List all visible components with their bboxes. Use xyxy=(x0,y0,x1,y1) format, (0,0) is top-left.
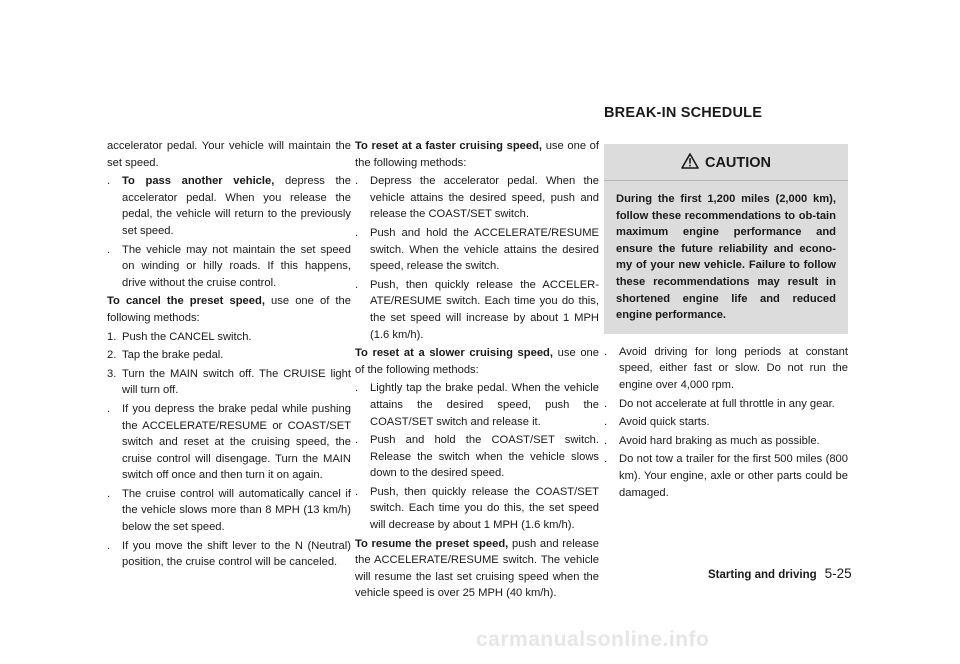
step-item xyxy=(107,347,351,364)
step-text: Turn the MAIN switch off. The CRUISE light will turn off. xyxy=(122,367,351,397)
bullet-text: The cruise control will automatically cancel if the vehicle slows more than 8 MPH (13 km/h) below the set speed. xyxy=(122,487,351,534)
bullet-mark: . xyxy=(107,539,111,552)
slower-text: use one of the following methods: xyxy=(355,347,599,376)
bullet-item xyxy=(604,396,848,413)
column-2 xyxy=(355,138,599,602)
bullet-text: Push, then quickly release the COAST/SET switch. Each time you do this, the set speed will decrease by about 1 MPH (1.6 km/h). xyxy=(370,485,599,532)
resume-paragraph xyxy=(355,536,599,602)
bullet-item xyxy=(604,451,848,501)
footer-section-name: Starting and driving xyxy=(708,569,817,581)
resume-lead: To resume the preset speed, xyxy=(355,537,509,550)
bullet-item xyxy=(107,538,351,571)
column-3 xyxy=(604,104,848,503)
page-number: 5-25 xyxy=(824,566,852,581)
bullet-item xyxy=(355,173,599,223)
bullet-text: Avoid quick starts. xyxy=(619,416,710,429)
section-title: BREAK-IN SCHEDULE xyxy=(604,105,763,121)
bullet-item xyxy=(355,484,599,534)
bullet-text: Push, then quickly release the ACCELER-ATE/RESUME switch. Each time you do this, the set speed will increase by about 1 MPH (1.6 km/h). xyxy=(370,278,599,341)
bullet-item xyxy=(604,344,848,394)
bullet-item xyxy=(604,433,848,450)
pass-text: depress the accelerator pedal. When you release the pedal, the vehicle will return to the previously set speed. xyxy=(122,175,352,237)
slower-lead: To reset at a slower cruising speed, xyxy=(355,347,553,360)
bullet-text: Do not tow a trailer for the first 500 miles (800 km). Your engine, axle or other parts could be damaged. xyxy=(619,453,848,499)
bullet-mark: . xyxy=(355,278,359,291)
bullet-item xyxy=(107,401,351,484)
bullet-pass xyxy=(107,173,351,239)
faster-text: use one of the following methods: xyxy=(355,140,600,169)
step-number: 2. xyxy=(107,349,117,362)
bullet-item xyxy=(107,486,351,536)
bullet-text: If you move the shift lever to the N (Neutral) position, the cruise control will be canceled. xyxy=(122,539,351,569)
bullet-mark: . xyxy=(604,397,608,410)
watermark: carmanualsonline.info xyxy=(476,628,710,651)
bullet-item xyxy=(355,432,599,482)
column-1 xyxy=(107,138,351,573)
hills-text: The vehicle may not maintain the set speed on winding or hilly roads. If this happens, drive without the cruise control. xyxy=(122,243,351,289)
bullet-text: Do not accelerate at full throttle in any gear. xyxy=(619,397,835,410)
cancel-text: use one of the following methods: xyxy=(107,295,351,324)
bullet-text: Lightly tap the brake pedal. When the vehicle attains the desired speed, push the COAST/SET switch and release it. xyxy=(370,382,599,428)
bullet-mark: . xyxy=(107,487,111,500)
caution-text: During the first 1,200 miles (2,000 km), follow these recommendations to ob-tain maximum engine performance and ensure the future reliability and econo-my of your new vehicle. Failure to follow these recommendations may result in shortened engine life and reduced engine performance. xyxy=(616,193,836,322)
bullet-mark: . xyxy=(107,402,111,415)
bullet-text: Avoid driving for long periods at constant speed, either fast or slow. Do not run the engine over 4,000 rpm. xyxy=(619,345,848,391)
step-item xyxy=(107,366,351,399)
bullet-item xyxy=(355,380,599,430)
caution-header xyxy=(604,150,848,181)
bullet-text: Avoid hard braking as much as possible. xyxy=(619,434,820,447)
slower-paragraph xyxy=(355,345,599,378)
intro-paragraph: accelerator pedal. Your vehicle will maintain the set speed. xyxy=(107,140,351,169)
bullet-mark: . xyxy=(604,434,608,447)
pass-lead: To pass another vehicle, xyxy=(122,175,275,188)
step-number: 3. xyxy=(107,367,117,380)
caution-title: CAUTION xyxy=(704,154,772,171)
bullet-mark: . xyxy=(355,434,359,447)
bullet-text: Depress the accelerator pedal. When the vehicle attains the desired speed, push and release the COAST/SET switch. xyxy=(370,175,599,221)
bullet-text: If you depress the brake pedal while pushing the ACCELERATE/RESUME or COAST/SET switch and reset at the cruising speed, the cruise control will disengage. Turn the MAIN switch off once and then turn it on again. xyxy=(122,402,351,482)
bullet-item xyxy=(355,277,599,343)
faster-lead: To reset at a faster cruising speed, xyxy=(355,140,543,152)
bullet-mark: . xyxy=(604,453,608,466)
step-number: 1. xyxy=(107,330,117,343)
bullet-item xyxy=(604,414,848,431)
bullet-item xyxy=(355,225,599,275)
bullet-hills xyxy=(107,242,351,292)
page-footer xyxy=(708,566,852,581)
warning-triangle-icon xyxy=(681,153,699,174)
bullet-mark: . xyxy=(604,345,608,358)
bullet-mark: . xyxy=(355,175,359,188)
bullet-mark: . xyxy=(355,382,359,395)
resume-text: push and release the ACCELERATE/RESUME switch. The vehicle will resume the last set cruising speed when the vehicle speed is over 25 MPH (40 km/h). xyxy=(355,537,599,600)
bullet-text: Push and hold the COAST/SET switch. Release the switch when the vehicle slows down to the desired speed. xyxy=(370,434,599,480)
bullet-mark: . xyxy=(604,416,608,429)
bullet-mark: . xyxy=(355,226,359,239)
bullet-text: Push and hold the ACCELERATE/RESUME switch. When the vehicle attains the desired speed, release the switch. xyxy=(370,226,599,273)
bullet-mark: . xyxy=(107,243,111,256)
step-item xyxy=(107,329,351,346)
bullet-mark: . xyxy=(107,175,111,188)
step-text: Tap the brake pedal. xyxy=(122,349,224,362)
cancel-lead: To cancel the preset speed, xyxy=(107,295,265,308)
caution-box xyxy=(604,144,848,334)
faster-paragraph xyxy=(355,138,599,171)
step-text: Push the CANCEL switch. xyxy=(122,330,252,343)
cancel-paragraph xyxy=(107,293,351,326)
bullet-mark: . xyxy=(355,485,359,498)
